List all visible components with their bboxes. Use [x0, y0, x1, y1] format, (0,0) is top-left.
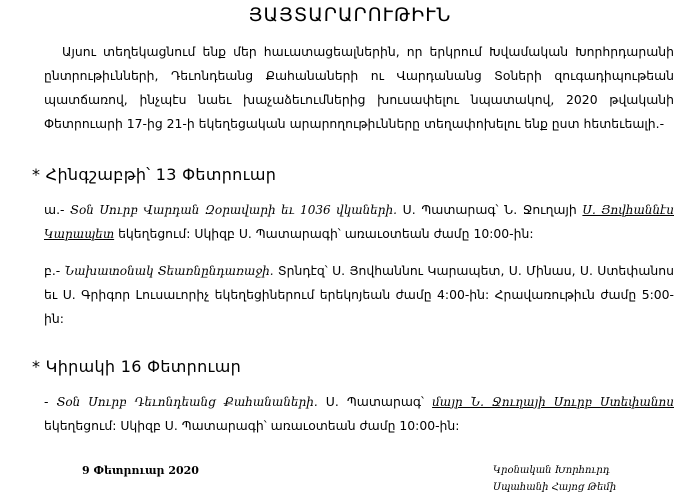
intro-paragraph [44, 40, 674, 136]
signature-line1: Կրօնական Խորհուրդ [493, 465, 610, 476]
item-b-text: Տրնդէզ՝ Ս. Յովհաննու Կարապետ, Ս. Մինաս, Ս. Ստեփանոս եւ Ս. Գրիգոր Լուսաւորիչ եկեղեցիներում երեկոյեան ժամը 4:00-ին: Հրավառութիւն ժամը 5:00-ին: [44, 263, 674, 326]
footer-signature [493, 462, 673, 496]
item-c-text2: եկեղեցում: Սկիզբ Ս. Պատարագի՝ առաւօտեան ժամը 10:00-ին: [44, 418, 460, 433]
item-a-feast: Տօն Սուրբ Վարդան Զօրավարի եւ 1036 վկաների. [70, 203, 397, 217]
item-c-text1: Ս. Պատարագ՝ [317, 394, 433, 409]
item-a-text1: Ս. Պատարագ՝ Ն. Ջուղայի [396, 202, 583, 217]
section1-heading: * Հինգշաբթի՝ 13 Փետրուար [32, 165, 277, 184]
item-a-church: Ս. Յովհաննէս Կարապետ [44, 203, 674, 241]
item-a-text2: եկեղեցում: Սկիզբ Ս. Պատարագի՝ առաւօտեան ժամը 10:00-ին: [114, 226, 534, 241]
signature-line2: Սպահանի Հայոց Թեմի [493, 482, 617, 493]
item-a-marker: ա.- [44, 202, 65, 217]
item-c-feast: Տօն Սուրբ Դեւոնդեանց Քահանաների. [56, 395, 318, 409]
item-c [44, 390, 674, 438]
item-b [44, 259, 674, 331]
item-b-feast: Նախատօնակ Տեառնընդառաջի. [64, 264, 274, 278]
section2-heading: * Կիրակի 16 Փետրուար [32, 357, 242, 376]
item-c-church: մայր Ն. Ջուղայի Սուրբ Ստեփանոս [432, 395, 674, 409]
item-a [44, 198, 674, 246]
page-title: ՅԱՅՏԱՐԱՐՈՒԹԻՒՆ [248, 4, 452, 26]
item-b-marker: բ.- [44, 263, 61, 278]
intro-text: Այսու տեղեկացնում ենք մեր հաւատացեալներին, որ երկրում Խվամական Խորհրդարանի ընտրութիւնների, Դեւոնդեանց Քահանաների ու Վարդանանց Տօների զուգադիպութեան պատճառով, ինչպէս նաեւ խաչաձեւումներից խուսափելու նպատակով, 2020 թվականի Փետրուարի 17-ից 21-ի եկեղեցական արարողութիւնները տեղափոխելու ենք ըստ հետեւեալի.- [44, 44, 674, 131]
footer-date: 9 Փետրուար 2020 [82, 464, 199, 477]
item-c-marker: - [44, 394, 49, 409]
